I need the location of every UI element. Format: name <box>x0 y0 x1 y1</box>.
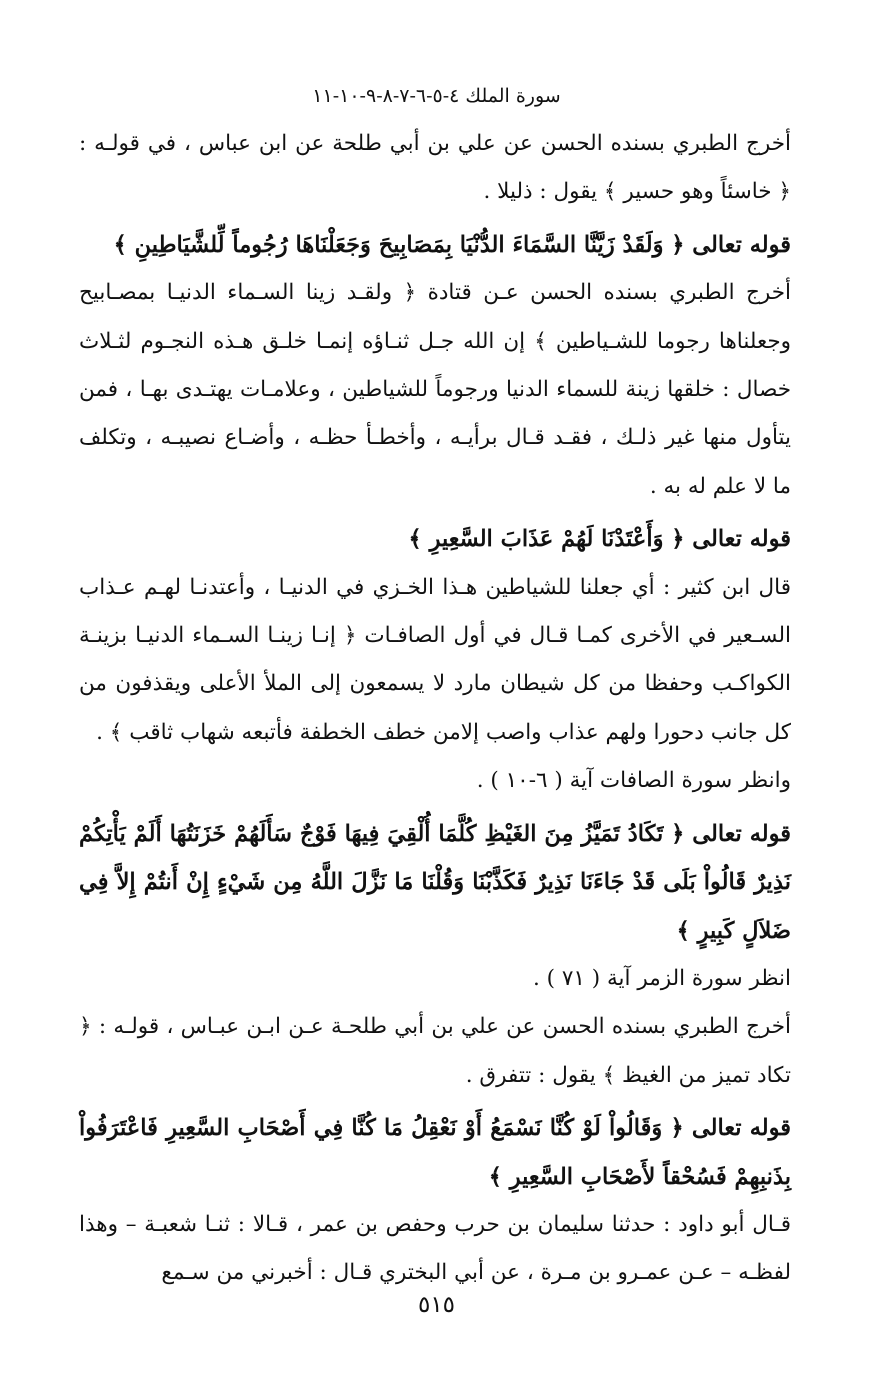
verse-heading <box>79 221 791 269</box>
paragraph-qatada <box>79 269 791 511</box>
verse-heading <box>79 515 791 563</box>
verse-heading <box>79 810 791 955</box>
page-number: ٥١٥ <box>417 1292 456 1318</box>
verse-heading-label: قوله تعالى <box>692 526 791 553</box>
paragraph-ibn-kathir <box>79 564 791 758</box>
verse-heading-label: قوله تعالى <box>691 1115 791 1142</box>
paragraph-text: أخرج الطبري بسنده الحسن عـن قتادة ﴿ ولقـد زينا السـماء الدنيـا بمصـابيح وجعلناها رجوما للشـياطين ﴾ إن الله جـل ثنـاؤه إنمـا خلـق هـذه النجـوم لثـلاث خصال : خلقها زينة للسماء الدنيا ورجوماً للشياطين ، وعلامـات يهتـدى بهـا ، فمن يتأول منها غير ذلـك ، فقـد قـال برأيـه ، وأخطـأ حظـه ، وأضـاع نصيبـه ، وتكلف ما لا علم له به . <box>79 280 791 499</box>
paragraph-text: أخرج الطبري بسنده الحسن عن علي بن أبي طلحة عن ابن عباس ، في قولـه : ﴿ خاسئاً وهو حسير ﴾ يقول : ذليلا . <box>79 131 791 205</box>
paragraph-tabari-takad <box>79 1003 791 1100</box>
paragraph-reference-zumar <box>79 955 791 1003</box>
verse-heading-text: ﴿ تَكَادُ تَمَيَّزُ مِنَ الغَيْظِ كُلَّمَا أُلْقِيَ فِيهَا فَوْجٌ سَأَلَهُمْ خَزَنَتُهَا أَلَمْ يَأْتِكُمْ نَذِيرٌ قَالُواْ بَلَى قَدْ جَاءَنَا نَذِيرٌ فَكَذَّبْنَا وَقُلْنَا مَا نَزَّلَ اللَّهُ مِن شَيْءٍ إِنْ أَنتُمْ إِلاَّ فِي ضَلاَلٍ كَبِيرٍ ﴾ <box>79 820 791 944</box>
paragraph-tabari-khasi <box>79 120 791 217</box>
paragraph-text: قـال أبو داود : حدثنا سليمان بن حرب وحفص بن عمر ، قـالا : ثنـا شعبـة – وهذا لفظـه – عـن عمـرو بن مـرة ، عن أبي البختري قـال : أخبرني من سـمع <box>79 1211 791 1286</box>
paragraph-text: أخرج الطبري بسنده الحسن عن علي بن أبي طلحـة عـن ابـن عبـاس ، قولـه : ﴿ تكاد تميز من الغيظ ﴾ يقول : تتفرق . <box>79 1014 791 1088</box>
verse-heading-text: ﴿ وَقَالُواْ لَوْ كُنَّا نَسْمَعُ أَوْ نَعْقِلُ مَا كُنَّا فِي أَصْحَابِ السَّعِيرِ فَاعْتَرَفُواْ بِذَنبِهِمْ فَسُحْقاً لأَصْحَابِ السَّعِيرِ ﴾ <box>79 1115 791 1190</box>
page-header: سورة الملك ٤-٥-٦-٧-٨-٩-١٠-١١ <box>312 85 561 107</box>
verse-heading-text: ﴿ وَلَقَدْ زَيَّنَّا السَّمَاءَ الدُّنْيَا بِمَصَابِيحَ وَجَعَلْنَاهَا رُجُوماً لِّلشَّيَاطِينِ ﴾ <box>113 231 693 258</box>
verse-heading-label: قوله تعالى <box>692 231 791 258</box>
paragraph-abu-dawud <box>79 1201 791 1298</box>
paragraph-text: انظر سورة الزمر آية ( ٧١ ) . <box>532 965 791 991</box>
paragraph-text: قال ابن كثير : أي جعلنا للشياطين هـذا الخـزي في الدنيـا ، وأعتدنـا لهـم عـذاب السـعير في الأخرى كمـا قـال في أول الصافـات ﴿ إنـا زينـا السـماء الدنيـا بزينـة الكواكـب وحفظا من كل شيطان مارد لا يسمعون إلى الملأ الأعلى ويقذفون من كل جانب دحورا ولهم عذاب واصب إلامن خطف الخطفة فأتبعه شهاب ثاقب ﴾ . <box>79 574 791 745</box>
verse-heading-label: قوله تعالى <box>692 820 791 847</box>
paragraph-reference-saffat <box>79 757 791 805</box>
body-text <box>79 120 791 1298</box>
verse-heading <box>79 1104 791 1201</box>
paragraph-text: وانظر سورة الصافات آية ( ٦-١٠ ) . <box>476 768 791 794</box>
verse-heading-text: ﴿ وَأَعْتَدْنَا لَهُمْ عَذَابَ السَّعِيرِ ﴾ <box>408 526 693 553</box>
